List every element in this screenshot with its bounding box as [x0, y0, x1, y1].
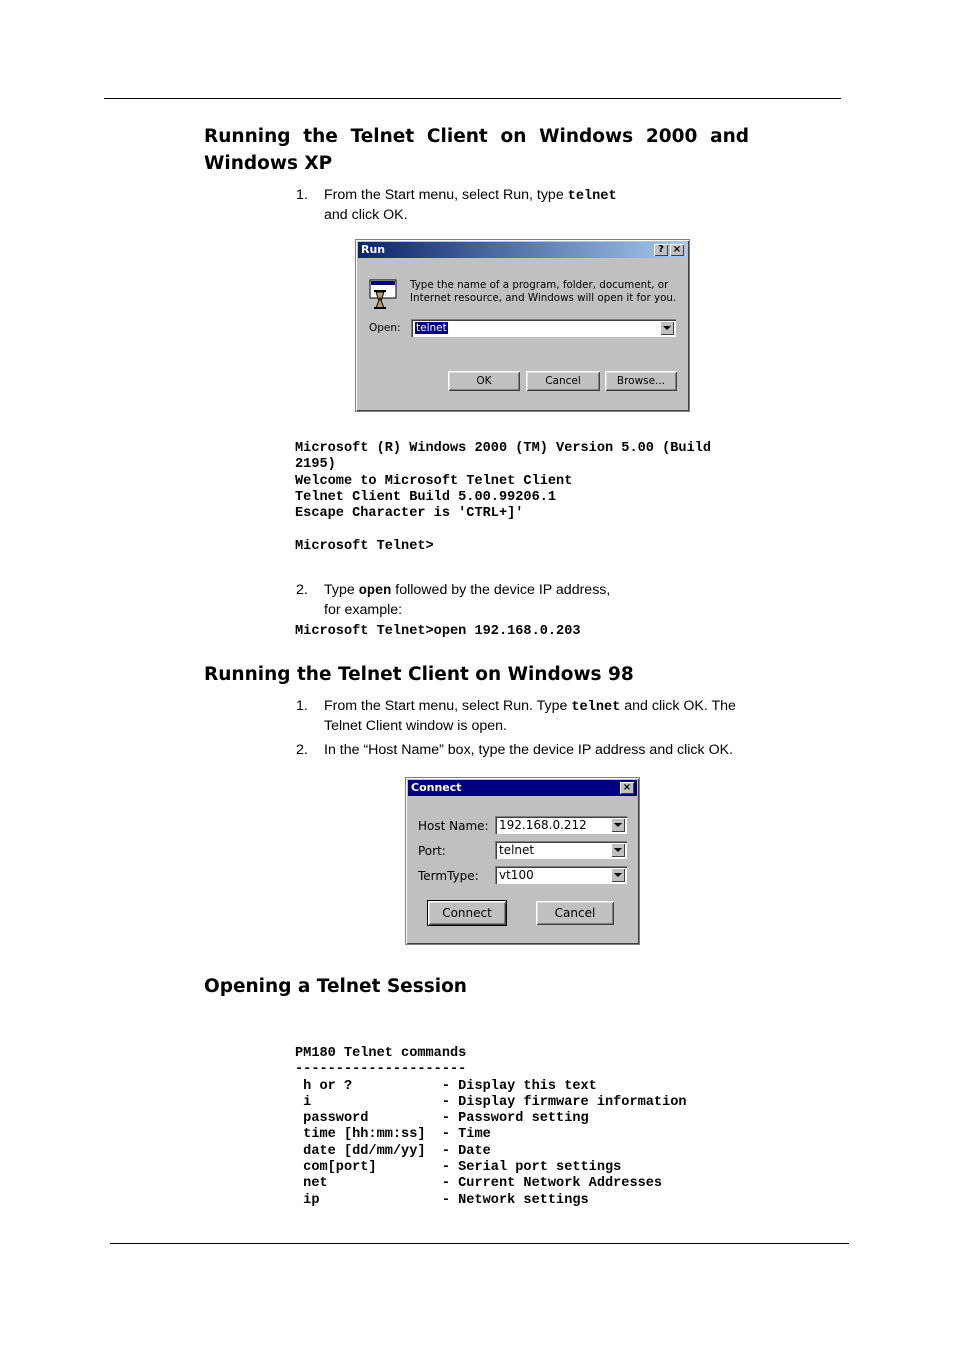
term-type-label: TermType: — [418, 869, 479, 883]
chevron-down-icon[interactable] — [611, 843, 625, 857]
open-command-example: Microsoft Telnet>open 192.168.0.203 — [295, 624, 581, 639]
step-number: 2. — [296, 742, 308, 758]
step-number: 2. — [296, 582, 308, 598]
section-heading-telnet-session: Opening a Telnet Session — [204, 976, 467, 997]
port-label: Port: — [418, 844, 446, 858]
connect-dialog-title: Connect — [411, 781, 462, 794]
run-description — [410, 279, 676, 304]
term-type-combobox[interactable] — [495, 866, 627, 884]
telnet-commands-list: PM180 Telnet commands --------------------- h or ? - Display this text i - Display firmware information password - Password setting time [hh:mm:ss] - Time date [dd/mm/yy] - Date com[port] - Serial port settings net - Current Network Addresses ip - Network settings — [295, 1046, 687, 1208]
connect-dialog — [405, 777, 640, 945]
host-name-value[interactable]: 192.168.0.212 — [499, 818, 587, 832]
run-description-line: Type the name of a program, folder, document, or — [410, 279, 669, 291]
connect-button[interactable]: Connect — [428, 901, 506, 925]
header-rule — [104, 98, 841, 99]
connect-dialog-titlebar — [408, 780, 637, 796]
section-heading-win2000-line2: Windows XP — [204, 153, 333, 174]
section-heading-win98: Running the Telnet Client on Windows 98 — [204, 664, 634, 685]
step-text — [324, 186, 754, 224]
cancel-button[interactable]: Cancel — [536, 901, 614, 925]
step-text — [324, 581, 654, 619]
step-text-part: for example: — [324, 602, 403, 618]
step-text-part: and click OK. The — [620, 698, 736, 714]
run-dialog-titlebar — [358, 242, 687, 258]
host-name-combobox[interactable] — [495, 816, 627, 834]
chevron-down-icon[interactable] — [660, 321, 674, 335]
step-text-part: From the Start menu, select Run, type — [324, 187, 568, 203]
step-text-part: and click OK. — [324, 207, 408, 223]
run-dialog — [355, 239, 690, 412]
footer-rule — [110, 1243, 849, 1244]
telnet-console-output: Microsoft (R) Windows 2000 (TM) Version 5.00 (Build 2195) Welcome to Microsoft Telnet Client Telnet Client Build 5.00.99206.1 Escape Character is 'CTRL+]' Microsoft Telnet> — [295, 441, 712, 554]
step-text-part: Telnet Client window is open. — [324, 718, 507, 734]
host-name-label: Host Name: — [418, 819, 489, 833]
step-text-part: Type — [324, 582, 359, 598]
section-heading-win2000: Running the Telnet Client on Windows 2000 and — [204, 126, 749, 147]
run-description-line: Internet resource, and Windows will open it for you. — [410, 291, 677, 304]
inline-code: telnet — [571, 700, 621, 715]
step-text-part: followed by the device IP address, — [391, 582, 611, 598]
chevron-down-icon[interactable] — [611, 818, 625, 832]
open-label: Open: — [369, 322, 401, 334]
step-text: In the “Host Name” box, type the device IP address and click OK. — [324, 742, 734, 758]
open-combobox[interactable] — [411, 319, 676, 337]
inline-code: open — [358, 584, 392, 599]
inline-code: telnet — [567, 189, 617, 204]
step-text-part: From the Start menu, select Run. Type — [324, 698, 572, 714]
cancel-button[interactable]: Cancel — [526, 371, 600, 391]
term-type-value[interactable]: vt100 — [499, 868, 534, 882]
step-text — [324, 697, 764, 735]
port-value[interactable]: telnet — [499, 843, 535, 857]
open-input-value[interactable]: telnet — [416, 322, 447, 334]
step-number: 1. — [296, 698, 308, 714]
close-button[interactable]: × — [620, 782, 634, 794]
step-number: 1. — [296, 187, 308, 203]
ok-button[interactable]: OK — [448, 371, 520, 391]
chevron-down-icon[interactable] — [611, 868, 625, 882]
run-dialog-title: Run — [361, 243, 386, 256]
browse-button[interactable]: Browse... — [605, 371, 677, 391]
help-button[interactable]: ? — [654, 244, 668, 256]
run-program-icon — [368, 278, 400, 310]
close-button[interactable]: × — [670, 244, 684, 256]
port-combobox[interactable] — [495, 841, 627, 859]
